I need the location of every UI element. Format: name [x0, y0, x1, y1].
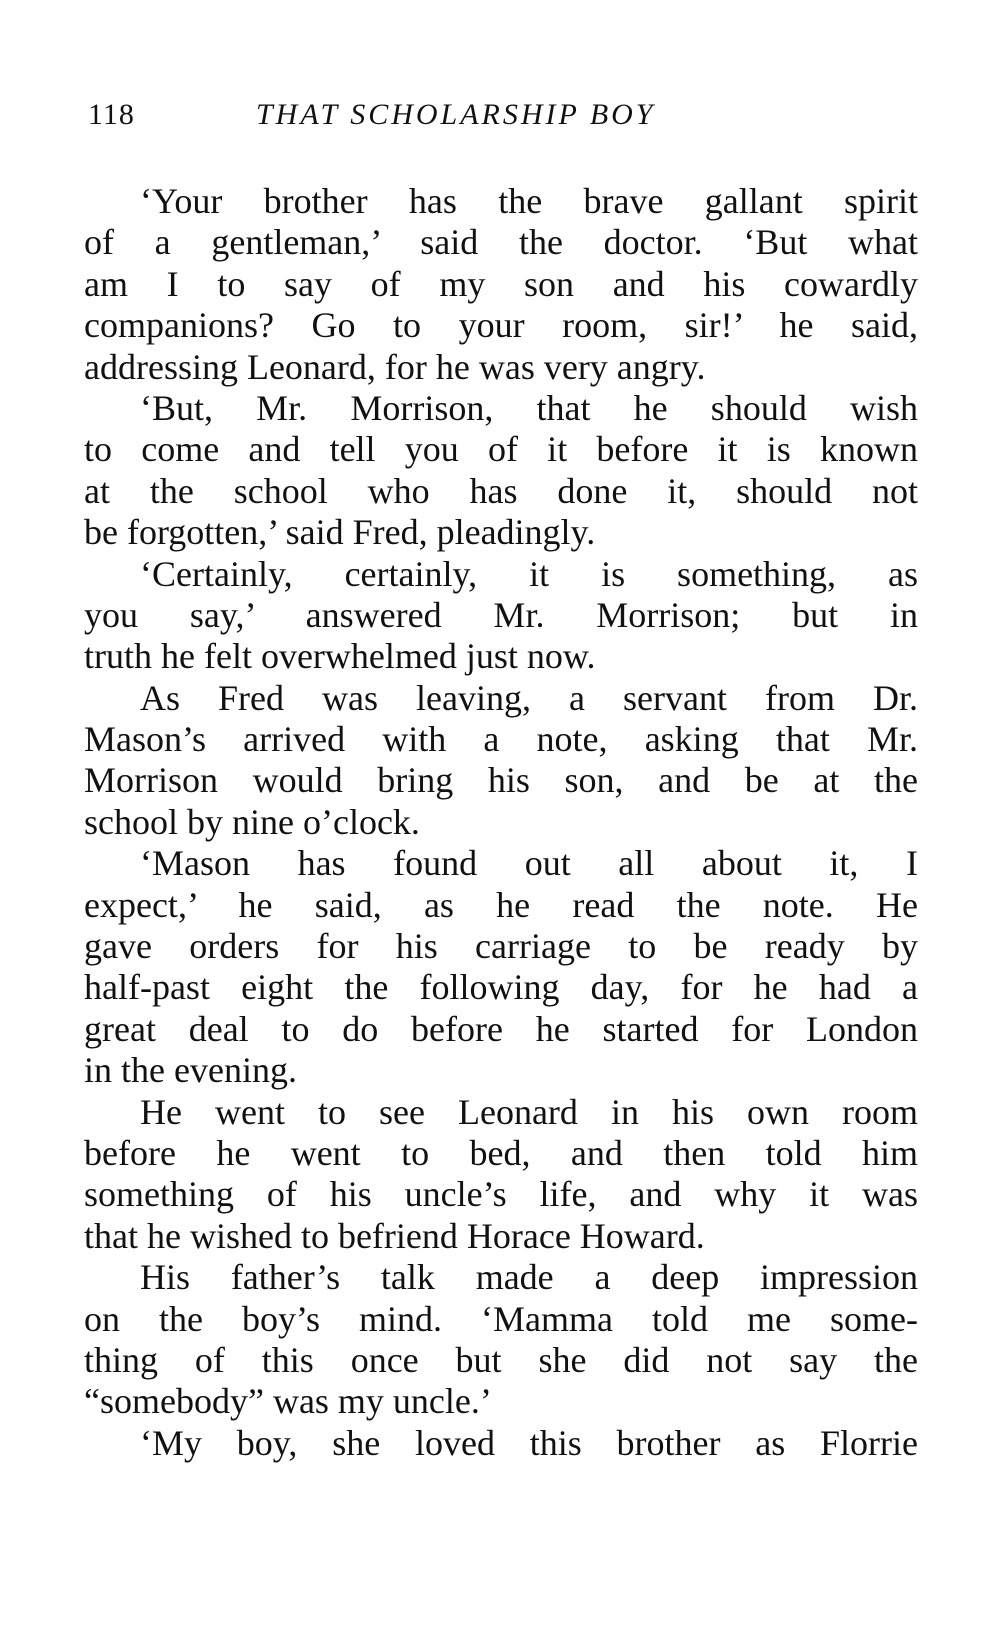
- text-line: in the evening.: [84, 1050, 297, 1091]
- text-line: ‘My boy, she loved this brother as Florrie: [140, 1422, 918, 1463]
- text-line: “somebody” was my uncle.’: [84, 1381, 492, 1422]
- text-line: ‘Mason has found out all about it, I: [140, 843, 918, 884]
- body-text: [84, 181, 918, 1464]
- text-line: something of his uncle’s life, and why it was: [84, 1174, 918, 1215]
- text-line: expect,’ he said, as he read the note. He: [84, 884, 918, 925]
- text-line: addressing Leonard, for he was very angry.: [84, 346, 706, 387]
- text-line: Mason’s arrived with a note, asking that Mr.: [84, 719, 918, 760]
- text-line: His father’s talk made a deep impression: [140, 1257, 918, 1298]
- running-head: [88, 98, 918, 138]
- text-line: of a gentleman,’ said the doctor. ‘But what: [84, 222, 918, 263]
- page-number: 118: [88, 98, 135, 131]
- text-line: be forgotten,’ said Fred, pleadingly.: [84, 512, 596, 553]
- text-line: truth he felt overwhelmed just now.: [84, 636, 596, 677]
- text-line: you say,’ answered Mr. Morrison; but in: [84, 594, 918, 635]
- text-line: to come and tell you of it before it is known: [84, 429, 918, 470]
- text-line: half-past eight the following day, for he had a: [84, 967, 918, 1008]
- text-line: at the school who has done it, should not: [84, 470, 918, 511]
- text-line: on the boy’s mind. ‘Mamma told me some-: [84, 1298, 918, 1339]
- text-line: Morrison would bring his son, and be at the: [84, 760, 918, 801]
- text-line: that he wished to befriend Horace Howard.: [84, 1215, 705, 1256]
- text-line: before he went to bed, and then told him: [84, 1132, 918, 1173]
- text-line: ‘But, Mr. Morrison, that he should wish: [140, 387, 918, 428]
- running-title: THAT SCHOLARSHIP BOY: [256, 98, 656, 131]
- text-line: thing of this once but she did not say the: [84, 1339, 918, 1380]
- text-line: great deal to do before he started for London: [84, 1008, 918, 1049]
- text-line: ‘Certainly, certainly, it is something, as: [140, 553, 918, 594]
- text-line: companions? Go to your room, sir!’ he said,: [84, 305, 918, 346]
- text-line: am I to say of my son and his cowardly: [84, 263, 918, 304]
- text-line: gave orders for his carriage to be ready by: [84, 926, 918, 967]
- text-line: ‘Your brother has the brave gallant spirit: [140, 181, 918, 221]
- text-line: As Fred was leaving, a servant from Dr.: [140, 677, 918, 718]
- text-line: He went to see Leonard in his own room: [140, 1091, 918, 1132]
- text-line: school by nine o’clock.: [84, 801, 420, 842]
